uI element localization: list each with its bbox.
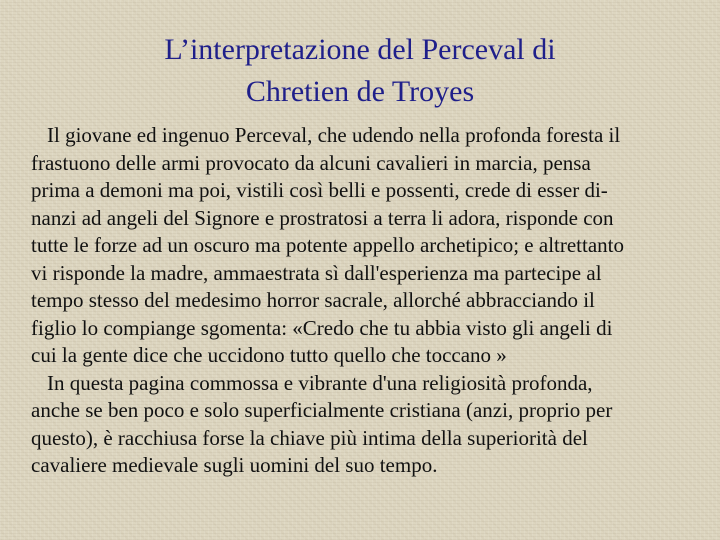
paragraph-1-line: Il giovane ed ingenuo Perceval, che udendo nella profonda foresta il xyxy=(47,123,621,147)
paragraph-1-line: nanzi ad angeli del Signore e prostratosi a terra li adora, risponde con xyxy=(31,205,614,230)
paragraph-2-line: anche se ben poco e solo superficialmente cristiana (anzi, proprio per xyxy=(31,398,613,422)
paragraph-1-line: prima a demoni ma poi, vistili così belli e possenti, crede di esser di- xyxy=(31,178,608,202)
slide-title xyxy=(0,29,720,113)
paragraph-1-line: frastuono delle armi provocato da alcuni cavalieri in marcia, pensa xyxy=(31,150,591,175)
slide-body xyxy=(31,122,715,480)
paragraph-2-line: cavaliere medievale sugli uomini del suo tempo. xyxy=(31,453,438,477)
paragraph-1-line: tutte le forze ad un oscuro ma potente appello archetipico; e altrettanto xyxy=(31,233,625,257)
paragraph-1 xyxy=(31,122,715,370)
paragraph-2-line: In questa pagina commossa e vibrante d'una religiosità profonda, xyxy=(47,370,593,395)
paragraph-1-line: figlio lo compiange sgomenta: «Credo che tu abbia visto gli angeli di xyxy=(31,315,613,340)
paragraph-1-line: cui la gente dice che uccidono tutto quello che toccano » xyxy=(31,343,507,367)
slide-title-line-1: L’interpretazione del Perceval di xyxy=(164,33,556,66)
paragraph-2 xyxy=(31,370,715,480)
slide-title-line-2: Chretien de Troyes xyxy=(245,75,475,108)
paragraph-1-line: vi risponde la madre, ammaestrata sì dall'esperienza ma partecipe al xyxy=(31,260,602,285)
paragraph-2-line: questo), è racchiusa forse la chiave più intima della superiorità del xyxy=(31,425,588,450)
paragraph-1-line: tempo stesso del medesimo horror sacrale, allorché abbracciando il xyxy=(31,288,595,312)
